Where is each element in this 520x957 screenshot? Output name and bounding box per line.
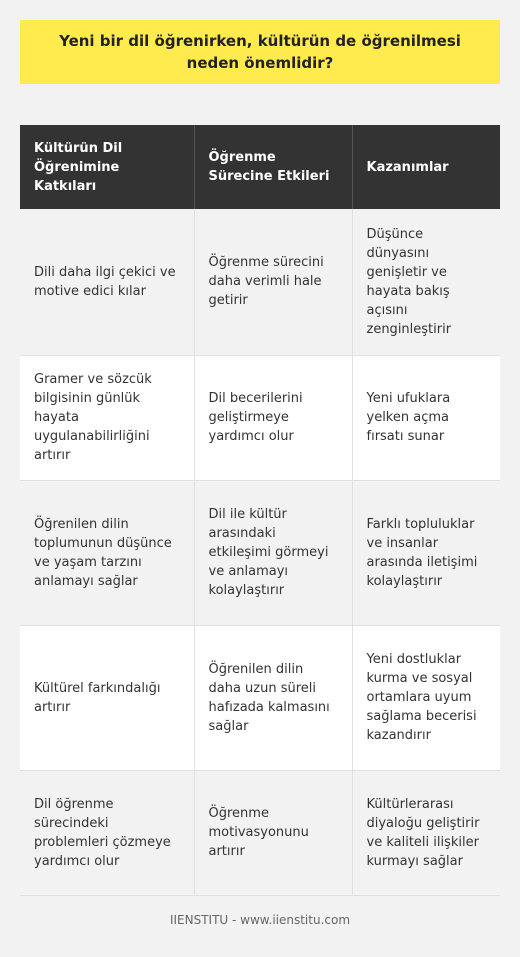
table-cell: Öğrenilen dilin daha uzun süreli hafızada kalmasını sağlar — [194, 625, 352, 770]
table-cell: Yeni ufuklara yelken açma fırsatı sunar — [352, 355, 500, 480]
table-cell: Dil becerilerini geliştirmeye yardımcı olur — [194, 355, 352, 480]
table-cell: Dil ile kültür arasındaki etkileşimi görmeyi ve anlamayı kolaylaştırır — [194, 480, 352, 625]
table-cell: Düşünce dünyasını genişletir ve hayata bakış açısını zenginleştirir — [352, 209, 500, 355]
column-header: Kültürün Dil Öğrenimine Katkıları — [20, 125, 194, 209]
column-header: Kazanımlar — [352, 125, 500, 209]
table-cell: Kültürel farkındalığı artırır — [20, 625, 194, 770]
table-row — [20, 480, 500, 625]
table-cell: Dil öğrenme sürecindeki problemleri çözmeye yardımcı olur — [20, 770, 194, 895]
table-cell: Öğrenilen dilin toplumunun düşünce ve yaşam tarzını anlamayı sağlar — [20, 480, 194, 625]
table-row — [20, 625, 500, 770]
table-row — [20, 209, 500, 355]
table-row — [20, 355, 500, 480]
table-cell: Kültürlerarası diyaloğu geliştirir ve kaliteli ilişkiler kurmayı sağlar — [352, 770, 500, 895]
page-title: Yeni bir dil öğrenirken, kültürün de öğrenilmesi neden önemlidir? — [59, 32, 461, 72]
table-cell: Yeni dostluklar kurma ve sosyal ortamlara uyum sağlama becerisi kazandırır — [352, 625, 500, 770]
table-header-row — [20, 125, 500, 209]
table-cell: Farklı topluluklar ve insanlar arasında iletişimi kolaylaştırır — [352, 480, 500, 625]
footer-credit: IIENSTITU - www.iienstitu.com — [169, 913, 351, 927]
column-header: Öğrenme Sürecine Etkileri — [194, 125, 352, 209]
table-cell: Öğrenme sürecini daha verimli hale getirir — [194, 209, 352, 355]
table-cell: Öğrenme motivasyonunu artırır — [194, 770, 352, 895]
table-cell: Gramer ve sözcük bilgisinin günlük hayata uygulanabilirliğini artırır — [20, 355, 194, 480]
table-row — [20, 770, 500, 895]
table-cell: Dili daha ilgi çekici ve motive edici kılar — [20, 209, 194, 355]
title-banner — [20, 20, 500, 84]
comparison-table — [20, 125, 500, 896]
